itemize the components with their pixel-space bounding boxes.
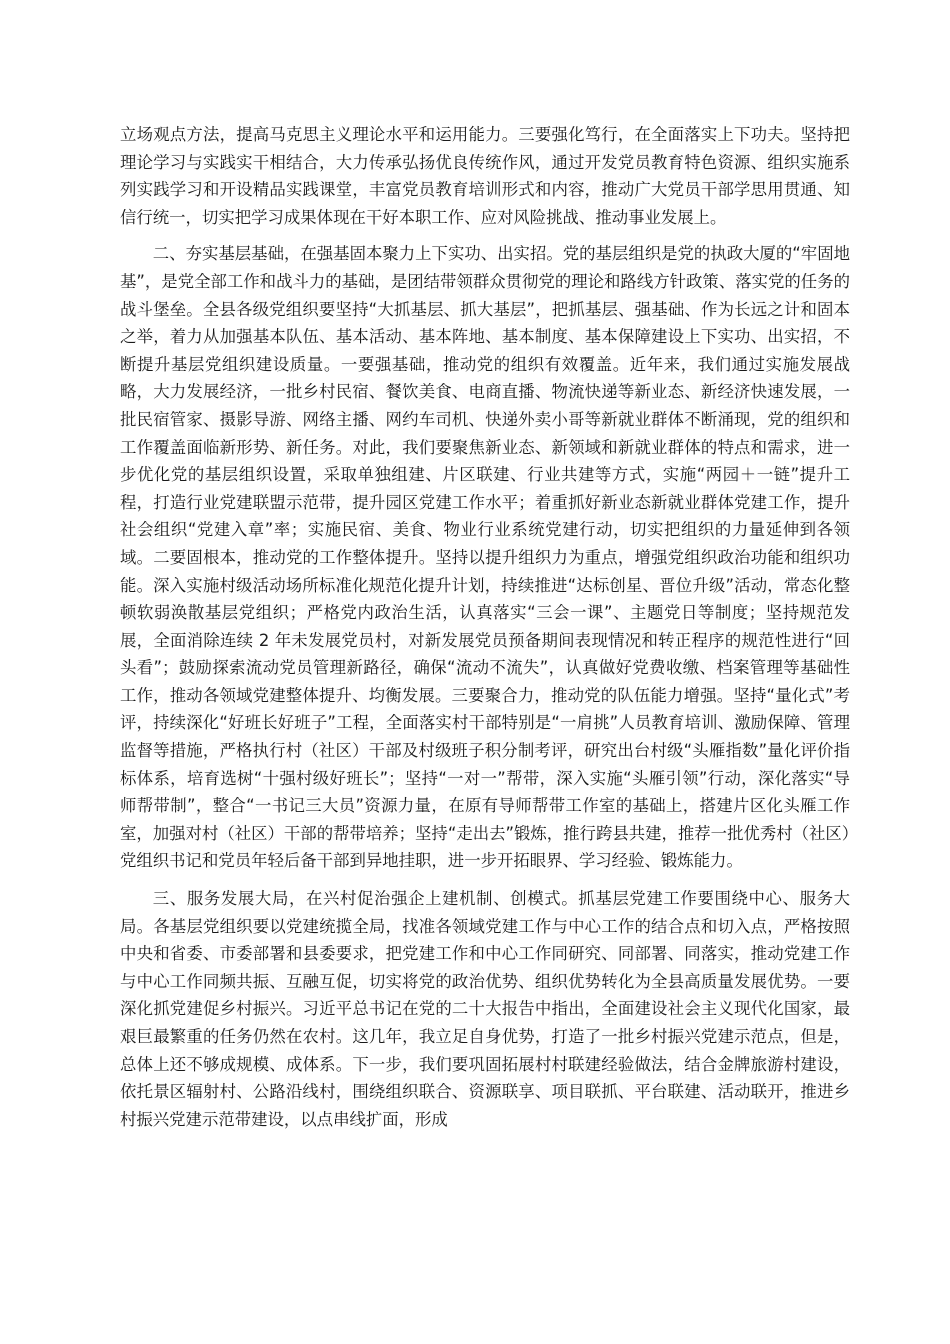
document-page bbox=[120, 121, 850, 1143]
paragraph-section-three: 三、服务发展大局，在兴村促治强企上建机制、创模式。抓基层党建工作要围绕中心、服务大局。各基层党组织要以党建统揽全局，找准各领域党建工作与中心工作的结合点和切入点，严格按照中央和省委、市委部署和县委要求，把党建工作和中心工作同研究、同部署、同落实，推动党建工作与中心工作同频共振、互融互促，切实将党的政治优势、组织优势转化为全县高质量发展优势。一要深化抓党建促乡村振兴。习近平总书记在党的二十大报告中指出，全面建设社会主义现代化国家，最艰巨最繁重的任务仍然在农村。这几年，我立足自身优势，打造了一批乡村振兴党建示范点，但是，总体上还不够成规模、成体系。下一步，我们要巩固拓展村村联建经验做法，结合金牌旅游村建设，依托景区辐射村、公路沿线村，围绕组织联合、资源联享、项目联抓、平台联建、活动联开，推进乡村振兴党建示范带建设，以点串线扩面，形成 bbox=[120, 889, 850, 1129]
paragraph-continuation: 立场观点方法，提高马克思主义理论水平和运用能力。三要强化笃行，在全面落实上下功夫。坚持把理论学习与实践实干相结合，大力传承弘扬优良传统作风，通过开发党员教育特色资源、组织实施系列实践学习和开设精品实践课堂，丰富党员教育培训形式和内容，推动广大党员干部学思用贯通、知信行统一，切实把学习成果体现在干好本职工作、应对风险挑战、推动事业发展上。 bbox=[120, 125, 850, 227]
paragraph-section-two: 二、夯实基层基础，在强基固本聚力上下实功、出实招。党的基层组织是党的执政大厦的“牢固地基”，是党全部工作和战斗力的基础，是团结带领群众贯彻党的理论和路线方针政策、落实党的任务的战斗堡垒。全县各级党组织要坚持“大抓基层、抓大基层”，把抓基层、强基础、作为长远之计和固本之举，着力从加强基本队伍、基本活动、基本阵地、基本制度、基本保障建设上下实功、出实招，不断提升基层党组织建设质量。一要强基础，推动党的组织有效覆盖。近年来，我们通过实施发展战略，大力发展经济，一批乡村民宿、餐饮美食、电商直播、物流快递等新业态、新经济快速发展，一批民宿管家、摄影导游、网络主播、网约车司机、快递外卖小哥等新就业群体不断涌现，党的组织和工作覆盖面临新形势、新任务。对此，我们要聚焦新业态、新领域和新就业群体的特点和需求，进一步优化党的基层组织设置，采取单独组建、片区联建、行业共建等方式，实施“两园＋一链”提升工程，打造行业党建联盟示范带，提升园区党建工作水平；着重抓好新业态新就业群体党建工作，提升社会组织“党建入章”率；实施民宿、美食、物业行业系统党建行动，切实把组织的力量延伸到各领域。二要固根本，推动党的工作整体提升。坚持以提升组织力为重点，增强党组织政治功能和组织功能。深入实施村级活动场所标准化规范化提升计划，持续推进“达标创星、晋位升级”活动，常态化整顿软弱涣散基层党组织；严格党内政治生活，认真落实“三会一课”、主题党日等制度；坚持规范发展，全面消除连续 2 年未发展党员村，对新发展党员预备期间表现情况和转正程序的规范性进行“回头看”；鼓励探索流动党员管理新路径，确保“流动不流失”，认真做好党费收缴、档案管理等基础性工作，推动各领域党建整体提升、均衡发展。三要聚合力，推动党的队伍能力增强。坚持“量化式”考评，持续深化“好班长好班子”工程，全面落实村干部特别是“一肩挑”人员教育培训、激励保障、管理监督等措施，严格执行村（社区）干部及村级班子积分制考评，研究出台村级“头雁指数”量化评价指标体系，培育选树“十强村级好班长”；坚持“一对一”帮带，深入实施“头雁引领”行动，深化落实“导师帮带制”，整合“一书记三大员”资源力量，在原有导师帮带工作室的基础上，搭建片区化头雁工作室，加强对村（社区）干部的帮带培养；坚持“走出去”锻炼，推行跨县共建，推荐一批优秀村（社区）党组织书记和党员年轻后备干部到异地挂职，进一步开拓眼界、学习经验、锻炼能力。 bbox=[120, 244, 850, 871]
